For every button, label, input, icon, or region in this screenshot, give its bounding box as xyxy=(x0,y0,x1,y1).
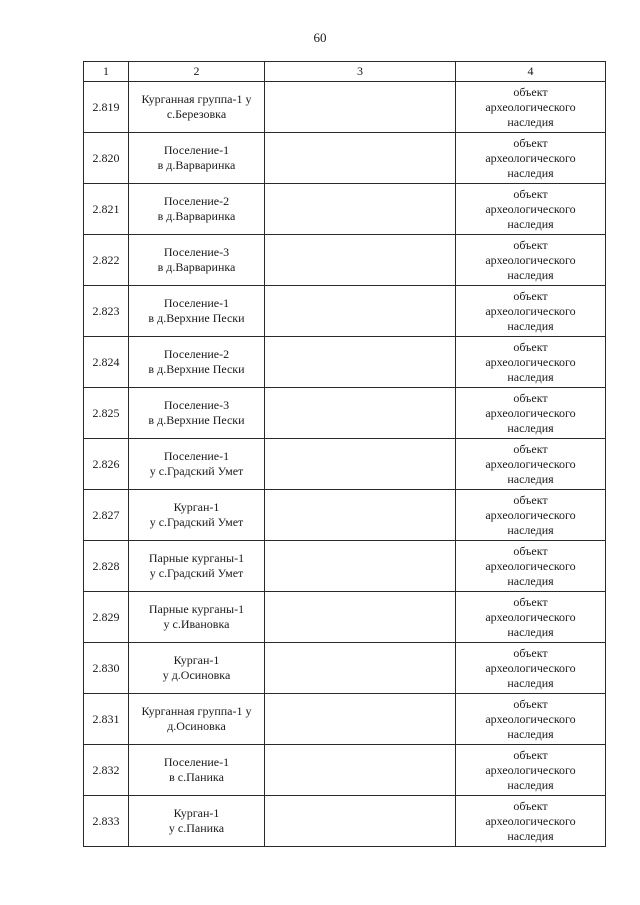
column-header-3: 3 xyxy=(265,62,456,82)
page-number: 60 xyxy=(313,30,327,45)
empty-cell xyxy=(265,694,456,745)
object-name-cell: Поселение-1 в д.Варваринка xyxy=(129,133,265,184)
row-number-cell: 2.825 xyxy=(84,388,129,439)
object-name-cell: Курганная группа-1 у д.Осиновка xyxy=(129,694,265,745)
table-row xyxy=(84,745,606,796)
column-header-4: 4 xyxy=(456,62,606,82)
table-row xyxy=(84,235,606,286)
row-number-cell: 2.832 xyxy=(84,745,129,796)
row-number-cell: 2.820 xyxy=(84,133,129,184)
object-category-cell: объект археологического наследия xyxy=(456,184,606,235)
table-row xyxy=(84,439,606,490)
object-category-cell: объект археологического наследия xyxy=(456,82,606,133)
row-number-cell: 2.819 xyxy=(84,82,129,133)
empty-cell xyxy=(265,796,456,847)
table-row xyxy=(84,643,606,694)
object-name-cell: Поселение-3 в д.Верхние Пески xyxy=(129,388,265,439)
row-number-cell: 2.821 xyxy=(84,184,129,235)
object-category-cell: объект археологического наследия xyxy=(456,439,606,490)
object-category-cell: объект археологического наследия xyxy=(456,694,606,745)
object-name-cell: Поселение-2 в д.Варваринка xyxy=(129,184,265,235)
object-name-cell: Курган-1 у д.Осиновка xyxy=(129,643,265,694)
empty-cell xyxy=(265,592,456,643)
row-number-cell: 2.827 xyxy=(84,490,129,541)
table-row xyxy=(84,388,606,439)
object-category-cell: объект археологического наследия xyxy=(456,643,606,694)
empty-cell xyxy=(265,286,456,337)
object-name-cell: Парные курганы-1 у с.Градский Умет xyxy=(129,541,265,592)
object-category-cell: объект археологического наследия xyxy=(456,388,606,439)
table-row xyxy=(84,694,606,745)
table-row xyxy=(84,133,606,184)
row-number-cell: 2.833 xyxy=(84,796,129,847)
object-name-cell: Поселение-2 в д.Верхние Пески xyxy=(129,337,265,388)
column-header-2: 2 xyxy=(129,62,265,82)
object-category-cell: объект археологического наследия xyxy=(456,745,606,796)
empty-cell xyxy=(265,235,456,286)
table-row xyxy=(84,82,606,133)
object-category-cell: объект археологического наследия xyxy=(456,337,606,388)
table-row xyxy=(84,541,606,592)
empty-cell xyxy=(265,745,456,796)
object-category-cell: объект археологического наследия xyxy=(456,796,606,847)
object-name-cell: Курган-1 у с.Паника xyxy=(129,796,265,847)
header-row xyxy=(84,62,606,82)
table-row xyxy=(84,490,606,541)
object-category-cell: объект археологического наследия xyxy=(456,133,606,184)
empty-cell xyxy=(265,184,456,235)
object-name-cell: Поселение-1 в д.Верхние Пески xyxy=(129,286,265,337)
object-name-cell: Курганная группа-1 у с.Березовка xyxy=(129,82,265,133)
table-row xyxy=(84,184,606,235)
empty-cell xyxy=(265,133,456,184)
row-number-cell: 2.830 xyxy=(84,643,129,694)
table-header xyxy=(84,62,606,82)
row-number-cell: 2.824 xyxy=(84,337,129,388)
heritage-objects-table xyxy=(83,61,606,847)
row-number-cell: 2.822 xyxy=(84,235,129,286)
row-number-cell: 2.823 xyxy=(84,286,129,337)
empty-cell xyxy=(265,82,456,133)
column-header-1: 1 xyxy=(84,62,129,82)
empty-cell xyxy=(265,541,456,592)
row-number-cell: 2.828 xyxy=(84,541,129,592)
table-row xyxy=(84,796,606,847)
empty-cell xyxy=(265,439,456,490)
empty-cell xyxy=(265,643,456,694)
empty-cell xyxy=(265,490,456,541)
object-category-cell: объект археологического наследия xyxy=(456,541,606,592)
object-category-cell: объект археологического наследия xyxy=(456,286,606,337)
row-number-cell: 2.829 xyxy=(84,592,129,643)
object-name-cell: Поселение-1 у с.Градский Умет xyxy=(129,439,265,490)
object-name-cell: Поселение-3 в д.Варваринка xyxy=(129,235,265,286)
table-row xyxy=(84,286,606,337)
table-row xyxy=(84,592,606,643)
row-number-cell: 2.826 xyxy=(84,439,129,490)
empty-cell xyxy=(265,337,456,388)
object-name-cell: Курган-1 у с.Градский Умет xyxy=(129,490,265,541)
object-name-cell: Парные курганы-1 у с.Ивановка xyxy=(129,592,265,643)
object-name-cell: Поселение-1 в с.Паника xyxy=(129,745,265,796)
row-number-cell: 2.831 xyxy=(84,694,129,745)
object-category-cell: объект археологического наследия xyxy=(456,592,606,643)
object-category-cell: объект археологического наследия xyxy=(456,235,606,286)
table-body xyxy=(84,82,606,847)
empty-cell xyxy=(265,388,456,439)
table-row xyxy=(84,337,606,388)
object-category-cell: объект археологического наследия xyxy=(456,490,606,541)
